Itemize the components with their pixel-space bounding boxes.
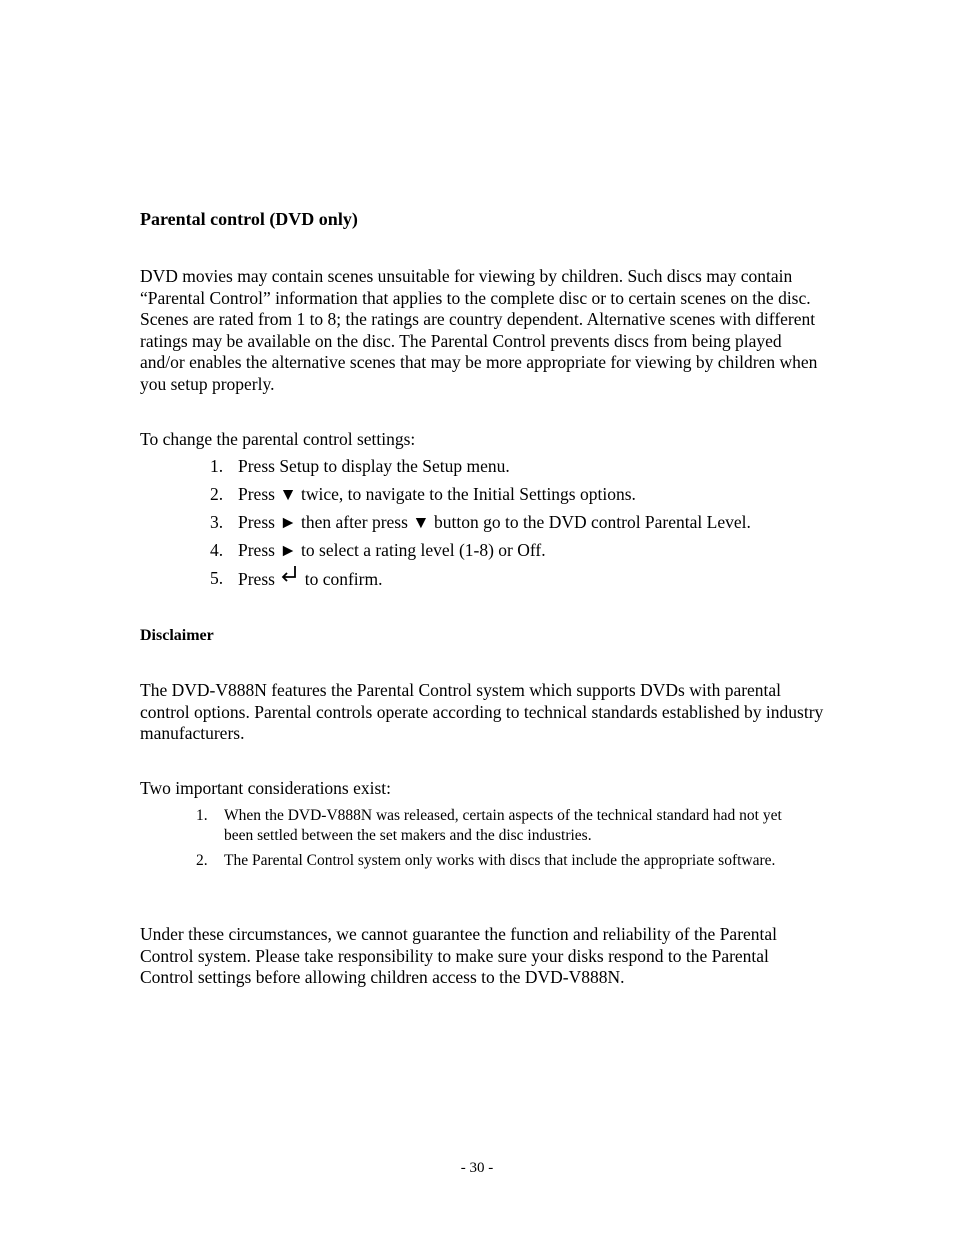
list-item-text-after: to confirm. — [304, 569, 383, 589]
intro-paragraph: DVD movies may contain scenes unsuitable for viewing by children. Such discs may contain “Parental Control” information that applies to the complete disc or to certain scenes on the disc. Scenes are rated from 1 to 8; the ratings are country dependent. Alternative scenes with different ratings may be available on the disc. The Parental Control prevents discs from being played and/or enables the alternative scenes that may be more appropriate for viewing by children when you setup properly. — [140, 266, 818, 394]
list-item-number: 5. — [210, 568, 224, 588]
list-item-text: When the DVD-V888N was released, certain aspects of the technical standard had not yet been settled between the set makers and the disc industries. — [224, 807, 782, 844]
list-item-text: Press ▼ twice, to navigate to the Initial Settings options. — [238, 484, 636, 504]
steps-list — [210, 456, 850, 596]
list-item-number: 3. — [210, 512, 224, 532]
disclaimer-heading: Disclaimer — [140, 627, 214, 644]
page-number: - 30 - — [460, 1160, 494, 1176]
list-item-text-before: Press — [238, 569, 275, 589]
list-item — [196, 806, 806, 846]
list-item — [210, 456, 850, 484]
enter-icon — [280, 568, 298, 586]
list-item — [196, 851, 806, 871]
list-item-number: 4. — [210, 540, 224, 560]
list-item — [210, 512, 850, 540]
disclaimer-paragraph: The DVD-V888N features the Parental Control system which supports DVDs with parental control options. Parental controls operate according to technical standards established by industry manufacturers. — [140, 680, 824, 743]
list-item-text — [238, 568, 382, 591]
list-item — [210, 484, 850, 512]
list-item — [210, 568, 850, 596]
list-item-number: 2. — [210, 484, 224, 504]
list-item-number: 1. — [196, 807, 208, 824]
considerations-list — [196, 806, 806, 876]
steps-intro: To change the parental control settings: — [140, 429, 416, 449]
considerations-intro: Two important considerations exist: — [140, 778, 392, 798]
list-item-number: 1. — [210, 456, 224, 476]
list-item — [210, 540, 850, 568]
list-item-text: Press ► then after press ▼ button go to the DVD control Parental Level. — [238, 512, 751, 532]
list-item-text: Press ► to select a rating level (1-8) or Off. — [238, 540, 546, 560]
closing-paragraph: Under these circumstances, we cannot guarantee the function and reliability of the Parental Control system. Please take responsibility to make sure your disks respond to the Parental Control settings before allowing children access to the DVD-V888N. — [140, 924, 778, 987]
list-item-text: The Parental Control system only works with discs that include the appropriate software. — [224, 852, 776, 869]
list-item-number: 2. — [196, 852, 208, 869]
list-item-text: Press Setup to display the Setup menu. — [238, 456, 510, 476]
section-heading: Parental control (DVD only) — [140, 209, 358, 229]
